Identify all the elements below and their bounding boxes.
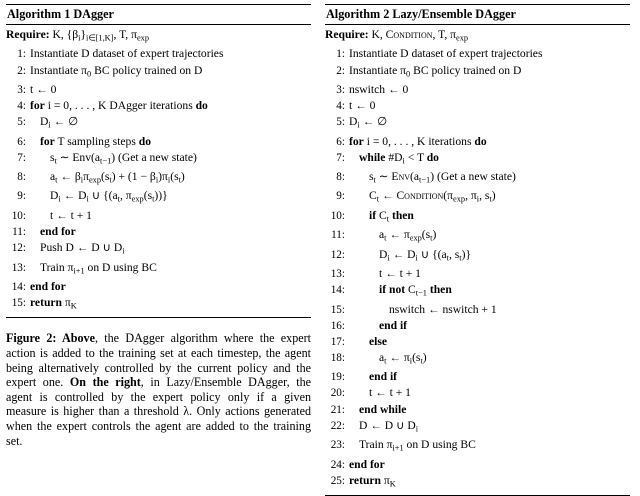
algorithm-line-text: D ← D ∪ $D_i$ [359, 418, 419, 433]
algorithm-line [325, 437, 630, 456]
algorithm-line-number: 4: [17, 100, 26, 113]
algorithm-line-number: 12: [11, 242, 26, 255]
algorithm-line-text: Train $\pi_{i+1}$ on D using BC [40, 260, 157, 275]
algorithm-line [325, 402, 630, 418]
algorithm-line [325, 334, 630, 350]
algorithm-line [6, 98, 311, 114]
algorithm-line [6, 208, 311, 224]
left-column [6, 4, 311, 493]
algorithm-line-number: 11: [331, 229, 345, 242]
algorithm-1-title [6, 5, 311, 25]
algorithm-line-text: end if [379, 318, 408, 332]
algorithm-line [325, 266, 630, 282]
algorithm-line-number: 13: [330, 268, 345, 281]
algorithm-line-number: 8: [17, 171, 26, 184]
algorithm-line-text: end while [359, 402, 407, 416]
algorithm-line [6, 134, 311, 150]
algorithm-line-text: else [369, 334, 388, 348]
algorithm-line [325, 46, 630, 62]
figure-caption-part: Figure 2: [6, 331, 63, 346]
figure-caption-part: , the DAgger algorithm where the expert action is added to the training set at each timestep, the agent being alternatively controlled by the current policy and the expert one. [6, 331, 311, 390]
algorithm-line [6, 224, 311, 240]
algorithm-line-number: 15: [11, 297, 26, 310]
algorithm-line-number: 12: [330, 248, 345, 261]
algorithm-line [325, 150, 630, 169]
algorithm-line-text: return $\pi_K$ [30, 296, 77, 311]
algorithm-line [325, 227, 630, 246]
algorithm-line [6, 150, 311, 169]
algorithm-line-text: for i = 0, . . . , K iterations do [349, 134, 487, 148]
algorithm-line-number: 18: [330, 351, 345, 364]
algorithm-line [325, 169, 630, 188]
figure-caption [6, 331, 311, 448]
algorithm-line-number: 24: [330, 458, 345, 471]
algorithm-line-number: 10: [11, 209, 26, 222]
algorithm-line [6, 188, 311, 207]
algorithm-line-text: t ← 0 [349, 99, 376, 113]
algorithm-2-title [325, 5, 630, 25]
algorithm-line-text: t ← 0 [30, 82, 57, 96]
algorithm-line-text: Push D ← D ∪ $D_i$ [40, 241, 125, 256]
algorithm-line-number: 4: [336, 100, 345, 113]
algorithm-line-text: $s_t$ ∼ $Env(a_{t-1})$ (Get a new state) [369, 170, 516, 185]
algorithm-line-text: nswitch ← nswitch + 1 [389, 302, 497, 316]
algorithm-line-text: $D_i$ ← $D_i$ ∪ {($a_t$, $\pi_{exp}(s_t)$)} [50, 189, 168, 204]
algorithm-1-number: Algorithm 1 [7, 7, 71, 21]
algorithm-line-number: 9: [17, 190, 26, 203]
algorithm-1-body [6, 25, 311, 317]
algorithm-line-number: 5: [17, 116, 26, 129]
algorithm-line-number: 2: [336, 64, 345, 77]
algorithm-line-number: 10: [330, 209, 345, 222]
algorithm-line-number: 19: [330, 371, 345, 384]
algorithm-line-text: t ← t + 1 [379, 267, 421, 281]
algorithm-line-text: $a_t$ ← $\pi_i(s_t)$ [379, 350, 427, 366]
algorithm-line-number: 1: [336, 48, 345, 61]
algorithm-2-body [325, 25, 630, 495]
algorithm-line-text: $a_t$ ← $\pi_{exp}(s_t)$ [379, 228, 437, 243]
algorithm-line-text: $D_i$ ← ∅ [349, 115, 388, 130]
algorithm-line [325, 247, 630, 266]
algorithm-line [6, 46, 311, 62]
algorithm-line [325, 27, 630, 46]
algorithm-line [325, 457, 630, 473]
algorithm-line-text: t ← t + 1 [50, 208, 92, 222]
algorithm-line-number: 21: [330, 403, 345, 416]
algorithm-line [6, 260, 311, 279]
algorithm-line-text: end for [349, 457, 385, 471]
algorithm-line-number: 7: [336, 151, 345, 164]
algorithm-line-text: end if [369, 370, 398, 384]
algorithm-line [325, 63, 630, 82]
algorithm-line-number: 11: [12, 226, 26, 238]
algorithm-line-text: Train $\pi_{i+1}$ on D using BC [359, 438, 476, 453]
algorithm-line [325, 350, 630, 369]
algorithm-line [6, 295, 311, 314]
algorithm-line-text: Instantiate $\pi_0$ BC policy trained on D [30, 63, 203, 78]
algorithm-line [325, 82, 630, 98]
algorithm-line-text: t ← t + 1 [369, 386, 411, 400]
algorithm-line [6, 82, 311, 98]
algorithm-line-text: Instantiate D dataset of expert trajectories [349, 47, 543, 61]
algorithm-line-number: 9: [336, 190, 345, 203]
algorithm-line-number: 13: [11, 261, 26, 274]
algorithm-line-number: 1: [17, 48, 26, 61]
algorithm-line-text: $C_t$ ← $Condition(\pi_{exp}$, $\pi_i$, $s_t$) [369, 189, 496, 204]
algorithm-line-number: 2: [17, 64, 26, 77]
algorithm-line-text: Require: K, $\{\beta_i\}_{i\in[1,K]}$, T, $\pi_{exp}$ [6, 28, 150, 43]
algorithm-line [6, 169, 311, 188]
algorithm-line [6, 63, 311, 82]
algorithm-line [6, 114, 311, 133]
algorithm-line-number: 3: [336, 83, 345, 96]
algorithm-line-text: Require: K, Condition, T, $\pi_{exp}$ [325, 28, 469, 43]
algorithm-line-text: Instantiate D dataset of expert trajectories [30, 47, 224, 61]
algorithm-line-number: 6: [17, 135, 26, 148]
algorithm-line-text: $D_i$ ← $D_i$ ∪ {($a_t$, $s_t$)} [379, 247, 472, 263]
algorithm-line-text: $s_t$ ∼ $Env(a_{t-1})$ (Get a new state) [50, 150, 197, 165]
algorithm-line [325, 418, 630, 437]
algorithm-line-number: 22: [330, 419, 345, 432]
figure-caption-part: , in Lazy/Ensemble DAgger, the agent is controlled by the expert policy only if a given measure is higher than a threshold λ. Only actions generated when the expert controls the agent are added to the training set. [6, 375, 312, 448]
algorithm-line-text: nswitch ← 0 [349, 82, 409, 96]
algorithm-line-text: end for [30, 279, 66, 293]
algorithm-line-text: while $\#D_i < T$ do [359, 150, 439, 165]
algorithm-line [325, 302, 630, 318]
algorithm-line-text: for i = 0, . . . , K DAgger iterations do [30, 99, 208, 113]
algorithm-line [325, 98, 630, 114]
algorithm-line-number: 6: [336, 135, 345, 148]
algorithm-line-text: for T sampling steps do [40, 134, 152, 148]
figure-caption-part: On the right [69, 375, 141, 390]
algorithm-1-name: DAgger [73, 7, 114, 21]
algorithm-line-text: Instantiate $\pi_0$ BC policy trained on D [349, 63, 522, 78]
algorithm-line-number: 14: [330, 284, 345, 297]
algorithm-line-number: 14: [11, 280, 26, 293]
algorithm-2-box [325, 4, 630, 496]
algorithm-line [325, 318, 630, 334]
algorithm-line-text: $a_t$ ← $\beta_i\pi_{exp}(s_t) + (1 - \beta_i)\pi_i(s_t)$ [50, 170, 185, 185]
algorithm-line-text: return $\pi_K$ [349, 473, 396, 488]
algorithm-line-number: 17: [330, 335, 345, 348]
algorithm-line-number: 23: [330, 439, 345, 452]
algorithm-line [6, 240, 311, 259]
algorithm-line-number: 8: [336, 171, 345, 184]
algorithm-line [325, 385, 630, 401]
algorithm-line-text: end for [40, 225, 76, 238]
algorithm-line-number: 7: [17, 151, 26, 164]
figure-caption-part: Above [62, 331, 95, 346]
algorithm-line [325, 208, 630, 227]
algorithm-line [6, 27, 311, 46]
algorithm-line [325, 369, 630, 385]
algorithm-line [6, 279, 311, 295]
algorithm-line-text: if $C_t$ then [369, 208, 414, 224]
algorithm-line-number: 5: [336, 116, 345, 129]
algorithm-line [325, 473, 630, 492]
algorithm-line [325, 114, 630, 133]
algorithm-line [325, 134, 630, 150]
right-column [325, 4, 630, 493]
algorithm-line-number: 16: [330, 319, 345, 332]
algorithm-line-number: 3: [17, 83, 26, 96]
algorithm-line [325, 188, 630, 207]
algorithm-line-number: 15: [330, 303, 345, 316]
algorithm-2-number: Algorithm 2 [326, 7, 390, 21]
algorithm-line-text: $D_i$ ← ∅ [40, 115, 79, 130]
algorithm-line-number: 25: [330, 474, 345, 487]
algorithm-2-name: Lazy/Ensemble DAgger [392, 7, 516, 21]
algorithm-line [325, 282, 630, 301]
algorithm-line-text: if not $C_{t-1}$ then [379, 283, 452, 298]
algorithm-line-number: 20: [330, 387, 345, 400]
algorithm-1-box [6, 4, 311, 318]
